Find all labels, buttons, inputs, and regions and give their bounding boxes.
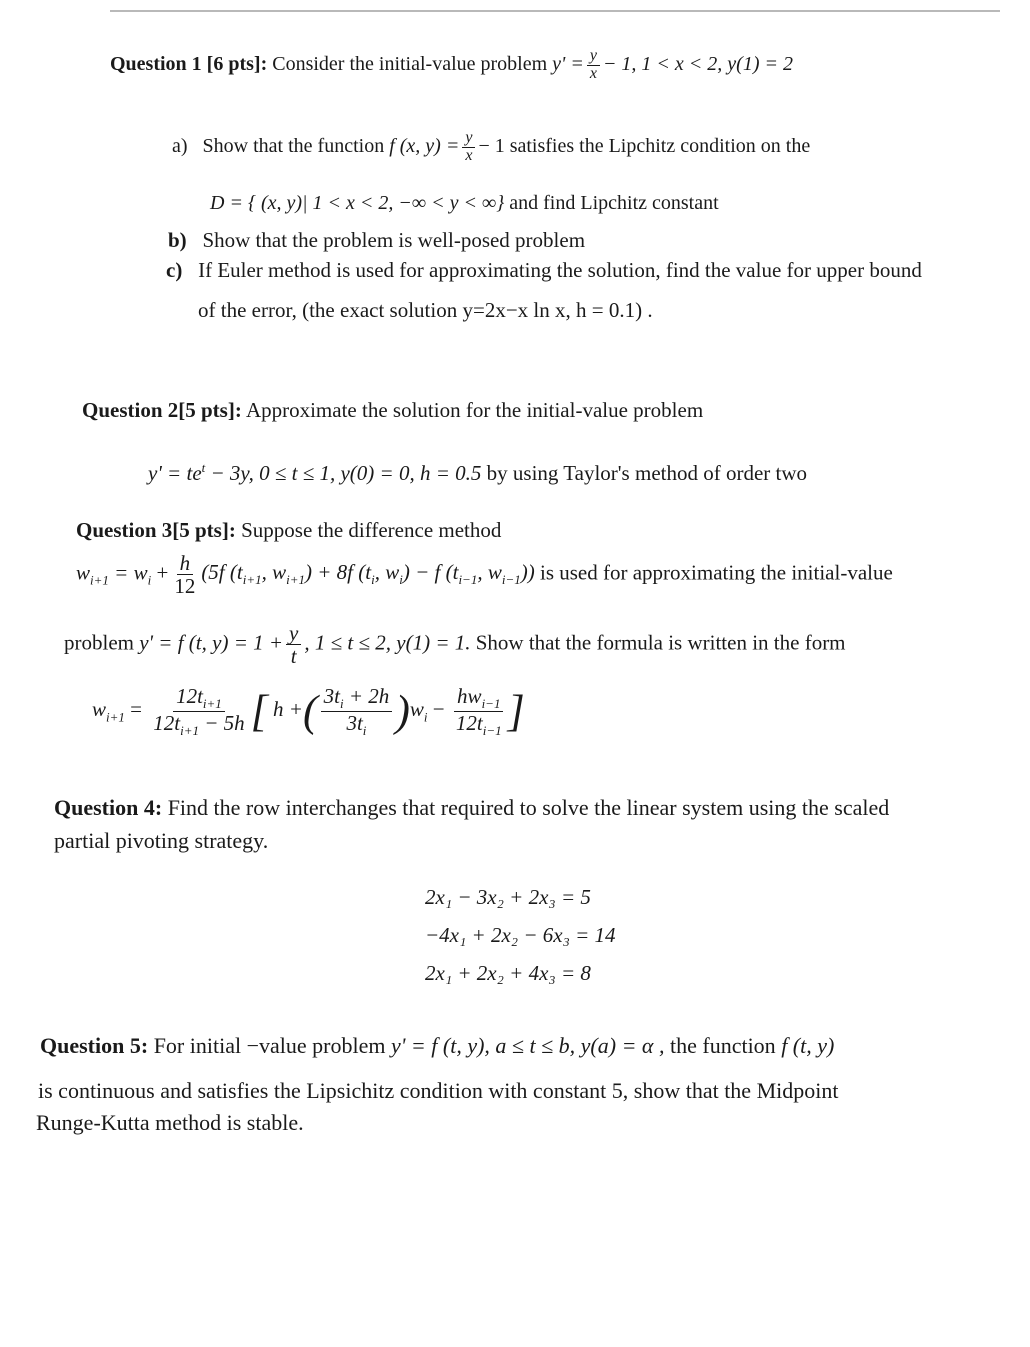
q3-title: Question 3[5 pts]: (76, 518, 236, 542)
q3-intro: Suppose the difference method (241, 518, 502, 542)
q2-eq-rest: − 3y, 0 ≤ t ≤ 1, y(0) = 0, h = 0.5 (210, 461, 482, 485)
q4-title: Question 4: (54, 795, 163, 820)
q4-system (425, 878, 616, 992)
q3-p-frac: $\frac{y}{t}$ (286, 622, 301, 667)
q4-eq-3: 2x₁ + 2x₂ + 4x₃ = 8 (425, 961, 591, 985)
q1a-line1 (172, 130, 810, 165)
q3-f-frac2: $\frac{3t_i + 2h}{3t_i}$ (321, 685, 393, 738)
q3-m-tail: is used for approximating the initial-value (539, 560, 893, 585)
q3-m-frac: $\frac{h}{12}$ (174, 551, 196, 599)
q1-line (110, 48, 793, 83)
q1-ode-rest: − 1, 1 < x < 2, y(1) = 2 (602, 52, 793, 75)
q3-p-text1: problem (64, 630, 134, 655)
q5-line1 (40, 1033, 834, 1059)
q3-m-body: (5f ($t_{i+1}$, $w_{i+1}) + 8f$ ($t_i$, $w_i) - f$ ($t_{i-1}$, $w_{i-1}$)) (201, 560, 535, 588)
q1a-frac: $\frac{y}{x}$ (462, 130, 475, 165)
q5-title: Question 5: (40, 1033, 149, 1058)
q2-tail: by using Taylor's method of order two (486, 461, 808, 485)
q1-ode-frac: $\frac{y}{x}$ (587, 48, 600, 83)
q5-text2: is continuous and satisfies the Lipsichitz condition with constant 5, show that the Midpoint (38, 1078, 839, 1103)
q1c-line2 (198, 298, 653, 323)
q4-eq-2: −4x₁ + 2x₂ − 6x₃ = 14 (425, 923, 616, 947)
q1c-label: c) (166, 258, 183, 282)
q3-p-eq: y' = f (t, y) = 1 + (139, 630, 284, 655)
q4-line2 (54, 828, 268, 854)
q1b-label: b) (168, 228, 187, 252)
q1b-line (168, 228, 585, 253)
q2-eq-sup: t (201, 460, 206, 475)
q1a-domain: D = { (x, y)| 1 < x < 2, −∞ < y < ∞} (210, 192, 505, 214)
q2-eq: y' = te (148, 461, 202, 485)
q1c-text2: of the error, (198, 298, 297, 322)
q1c-line1 (166, 258, 922, 283)
q1c-paren: (the exact solution y=2x−x ln x, h = 0.1) . (302, 298, 653, 322)
q3-formula: $w_{i+1}$ = $\frac{12t_{i+1}}{12t_{i+1} - 5h}$ [ h +( $\frac{3t_i + 2h}{3t_i}$ )$w_i$ − $\frac{hw_{i-1}}{12t_{i-1}}$ ] (92, 684, 525, 739)
q1-title: Question 1 [6 pts]: (110, 52, 268, 75)
q3-p-text2: Show that the formula is written in the form (475, 630, 846, 655)
q5-line2 (38, 1078, 838, 1104)
q3-p-rest: , 1 ≤ t ≤ 2, y(1) = 1. (304, 630, 471, 655)
q3-f-frac3: $\frac{hw_{i-1}}{12t_{i-1}}$ (455, 684, 502, 739)
top-rule (110, 10, 1000, 12)
q5-text1b: the function (669, 1033, 776, 1058)
q4-text1: Find the row interchanges that required to solve the linear system using the scaled (167, 795, 890, 820)
q2-intro: Approximate the solution for the initial-value problem (245, 398, 704, 422)
q3-f-frac1: $\frac{12t_{i+1}}{12t_{i+1} - 5h}$ (153, 684, 245, 739)
q3-m-lhs: w (76, 560, 91, 585)
q4-line1 (54, 795, 889, 821)
q3-m-plus: + (156, 560, 169, 585)
q4-eq-1: 2x₁ − 3x₂ + 2x₃ = 5 (425, 885, 591, 909)
q3-method: $w_{i+1} = w_i$ + $\frac{h}{12}$ (5f ($t_{i+1}$, $w_{i+1}) + 8f$ ($t_i$, $w_i) - f$ ($t_{i-1}$, $w_{i-1}$)) is used for approximating the initial-value (76, 551, 893, 599)
q3-m-mid: = w (114, 560, 148, 585)
q4-text2: partial pivoting strategy. (54, 828, 269, 853)
q1b-text: Show that the problem is well-posed problem (202, 228, 586, 252)
q5-eq: y' = f (t, y), a ≤ t ≤ b, y(a) = α , (390, 1033, 665, 1058)
q2-title: Question 2[5 pts]: (82, 398, 242, 422)
q1c-text1: If Euler method is used for approximating the solution, find the value for upper bound (198, 258, 922, 282)
q2-line1 (82, 398, 703, 423)
q1a-line2 (210, 192, 719, 215)
q1a-text3: and find Lipchitz constant (509, 192, 719, 214)
q1-ode-lhs: y' = (552, 52, 584, 75)
q5-text1: For initial −value problem (153, 1033, 386, 1058)
q5-line3 (36, 1110, 304, 1136)
q3-line1 (76, 518, 501, 543)
q5-text3: Runge-Kutta method is stable. (36, 1110, 304, 1135)
q1a-text2: − 1 satisfies the Lipchitz condition on the (478, 134, 811, 157)
q1a-func: f (x, y) = (389, 134, 460, 157)
q1-intro: Consider the initial-value problem (272, 52, 548, 75)
q1a-label: a) (172, 134, 188, 157)
q2-line2 (148, 460, 807, 486)
q1a-text1: Show that the function (202, 134, 385, 157)
q5-eq2: f (t, y) (781, 1033, 835, 1058)
q3-problem (64, 622, 846, 667)
